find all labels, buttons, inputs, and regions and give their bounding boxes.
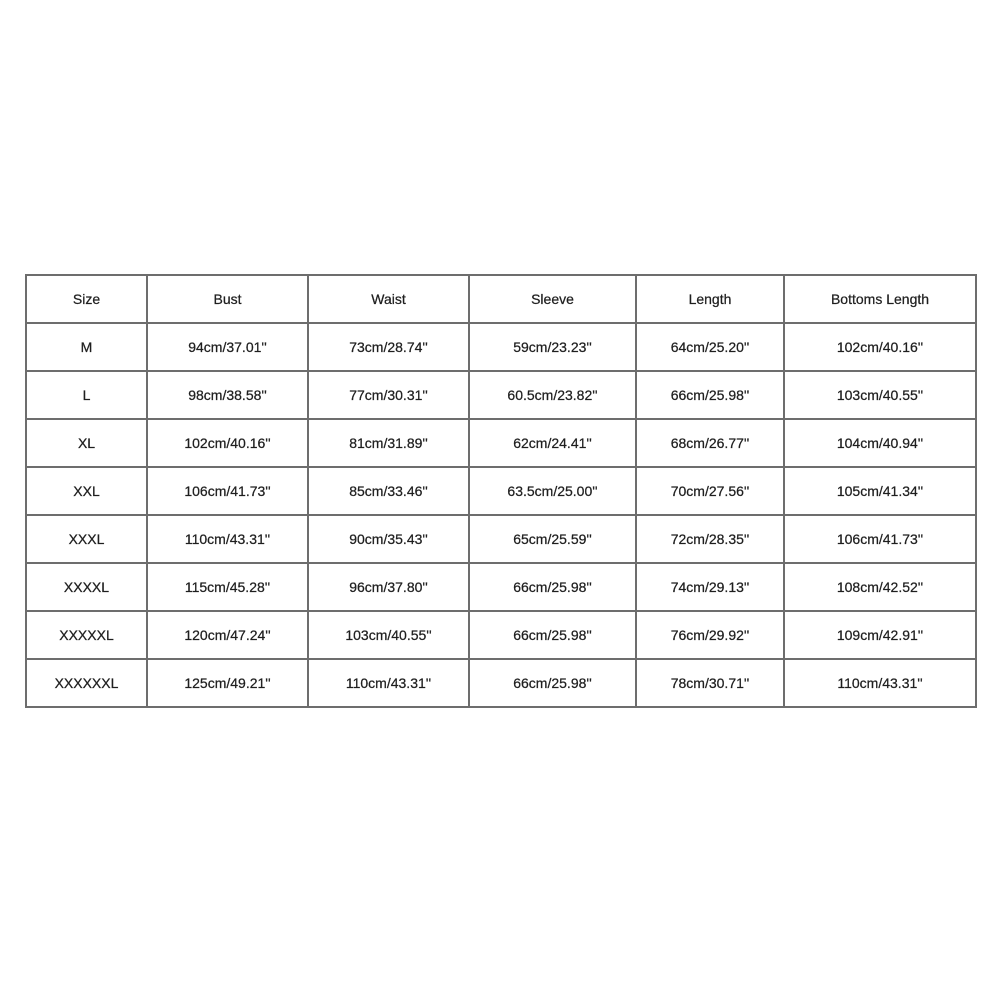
cell-size: XXXXL <box>26 563 147 611</box>
cell-length: 76cm/29.92'' <box>636 611 784 659</box>
table-row <box>26 419 976 467</box>
cell-size: M <box>26 323 147 371</box>
cell-bottoms-length: 105cm/41.34'' <box>784 467 976 515</box>
cell-bust: 94cm/37.01'' <box>147 323 308 371</box>
cell-length: 68cm/26.77'' <box>636 419 784 467</box>
cell-waist: 96cm/37.80'' <box>308 563 469 611</box>
cell-waist: 77cm/30.31'' <box>308 371 469 419</box>
table-row <box>26 323 976 371</box>
cell-bottoms-length: 108cm/42.52'' <box>784 563 976 611</box>
cell-length: 64cm/25.20'' <box>636 323 784 371</box>
cell-sleeve: 66cm/25.98'' <box>469 563 636 611</box>
cell-size: XXL <box>26 467 147 515</box>
cell-size: XXXL <box>26 515 147 563</box>
cell-sleeve: 66cm/25.98'' <box>469 659 636 707</box>
table-row <box>26 611 976 659</box>
header-sleeve: Sleeve <box>469 275 636 323</box>
cell-sleeve: 66cm/25.98'' <box>469 611 636 659</box>
cell-size: XXXXXL <box>26 611 147 659</box>
cell-waist: 81cm/31.89'' <box>308 419 469 467</box>
cell-size: XL <box>26 419 147 467</box>
table-row <box>26 515 976 563</box>
cell-bust: 120cm/47.24'' <box>147 611 308 659</box>
size-chart-header <box>26 275 976 323</box>
cell-bust: 98cm/38.58'' <box>147 371 308 419</box>
cell-size: XXXXXXL <box>26 659 147 707</box>
size-chart-table <box>25 274 977 708</box>
header-bust: Bust <box>147 275 308 323</box>
cell-bust: 125cm/49.21'' <box>147 659 308 707</box>
cell-waist: 90cm/35.43'' <box>308 515 469 563</box>
cell-bottoms-length: 104cm/40.94'' <box>784 419 976 467</box>
cell-waist: 73cm/28.74'' <box>308 323 469 371</box>
table-row <box>26 563 976 611</box>
cell-waist: 110cm/43.31'' <box>308 659 469 707</box>
header-length: Length <box>636 275 784 323</box>
cell-bust: 115cm/45.28'' <box>147 563 308 611</box>
cell-bottoms-length: 110cm/43.31'' <box>784 659 976 707</box>
cell-bust: 106cm/41.73'' <box>147 467 308 515</box>
cell-bust: 110cm/43.31'' <box>147 515 308 563</box>
header-waist: Waist <box>308 275 469 323</box>
header-row <box>26 275 976 323</box>
header-bottoms-length: Bottoms Length <box>784 275 976 323</box>
cell-sleeve: 60.5cm/23.82'' <box>469 371 636 419</box>
cell-length: 66cm/25.98'' <box>636 371 784 419</box>
cell-length: 70cm/27.56'' <box>636 467 784 515</box>
cell-waist: 103cm/40.55'' <box>308 611 469 659</box>
table-row <box>26 467 976 515</box>
cell-sleeve: 62cm/24.41'' <box>469 419 636 467</box>
table-row <box>26 659 976 707</box>
cell-sleeve: 59cm/23.23'' <box>469 323 636 371</box>
cell-sleeve: 65cm/25.59'' <box>469 515 636 563</box>
cell-bottoms-length: 106cm/41.73'' <box>784 515 976 563</box>
cell-length: 72cm/28.35'' <box>636 515 784 563</box>
cell-sleeve: 63.5cm/25.00'' <box>469 467 636 515</box>
cell-bottoms-length: 103cm/40.55'' <box>784 371 976 419</box>
header-size: Size <box>26 275 147 323</box>
cell-bottoms-length: 102cm/40.16'' <box>784 323 976 371</box>
cell-bust: 102cm/40.16'' <box>147 419 308 467</box>
size-chart-body <box>26 323 976 707</box>
cell-length: 78cm/30.71'' <box>636 659 784 707</box>
table-row <box>26 371 976 419</box>
cell-length: 74cm/29.13'' <box>636 563 784 611</box>
cell-waist: 85cm/33.46'' <box>308 467 469 515</box>
cell-size: L <box>26 371 147 419</box>
cell-bottoms-length: 109cm/42.91'' <box>784 611 976 659</box>
